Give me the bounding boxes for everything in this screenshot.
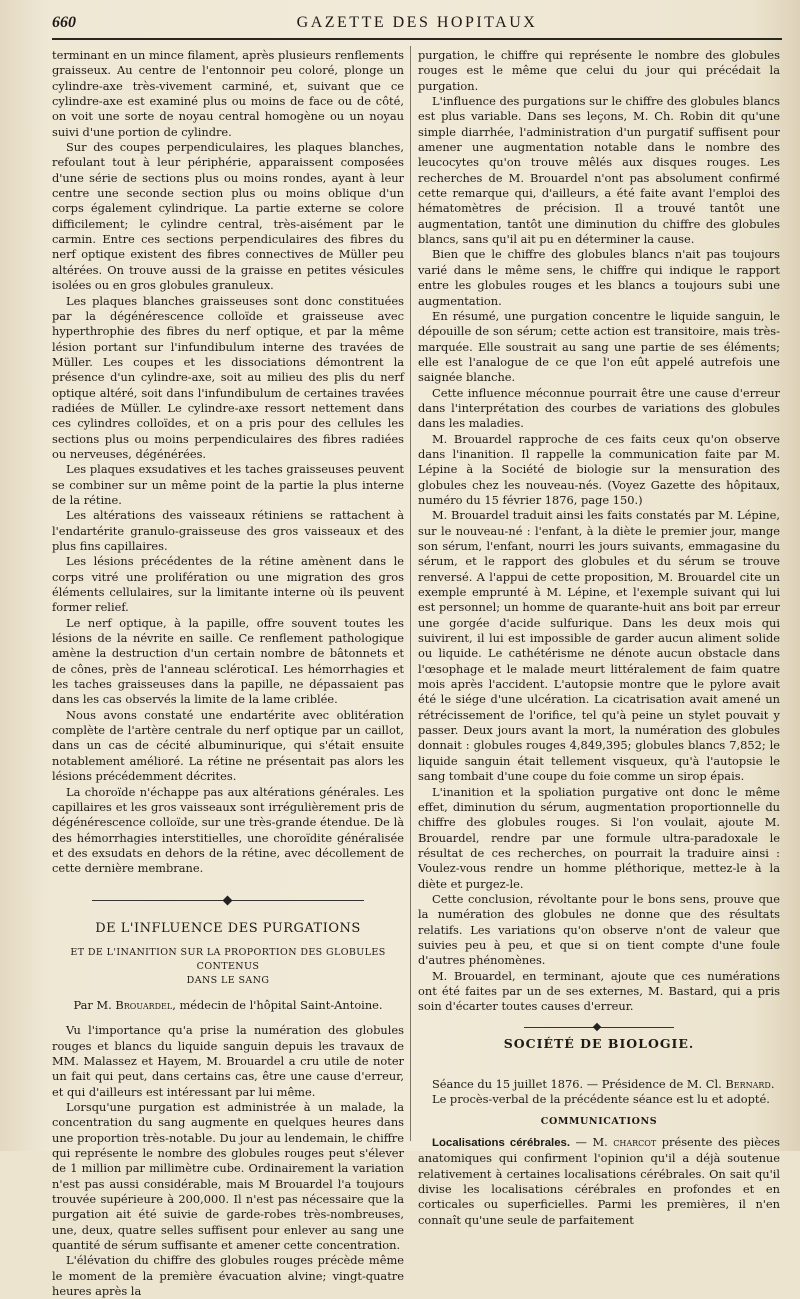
paragraph: Cette influence méconnue pourrait être une cause d'erreur dans l'interprétation des courbes de variations des globules dans les maladies. xyxy=(418,385,780,431)
paragraph: M. Brouardel, en terminant, ajoute que ces numérations ont été faites par un de ses externes, M. Bastard, qui a pris soin d'écarter toutes causes d'erreur. xyxy=(418,968,780,1014)
paragraph: En résumé, une purgation concentre le liquide sanguin, le dépouille de son sérum; cette action est transitoire, mais très-marquée. Elle soustrait au sang une partie de ses éléments; elle est l'analogue de ce que l'on eût appelé autrefois une saignée blanche. xyxy=(418,308,780,385)
article-title: DE L'INFLUENCE DES PURGATIONS xyxy=(95,920,361,936)
communication-text: présente des pièces anatomiques qui confirment l'opinion qu'il a déjà soutenue relativement à certaines localisations cérébrales. On sait qu'il divise les localisations cérébrales en profondes et en corticales ou superficielles. Parmi les premières, il n'en connaît qu'une seule de parfaitement xyxy=(418,1135,780,1227)
paragraph: terminant en un mince filament, après plusieurs renflements graisseux. Au centre de l'entonnoir peu coloré, plonge un cylindre-axe très-vivement carminé, et, suivant que ce cylindre-axe est examiné plus ou moins de face ou de côté, on voit une sorte de noyau central homogène ou un noyau suivi d'une portion de cylindre. xyxy=(52,48,404,139)
column-divider xyxy=(410,46,411,1141)
paragraph: Les plaques exsudatives et les taches graisseuses peuvent se combiner sur un même point de la partie la plus interne de la rétine. xyxy=(52,462,404,507)
communication-paragraph xyxy=(418,1135,780,1228)
byline-suffix: , médecin de l'hôpital Saint-Antoine. xyxy=(172,997,383,1012)
paragraph: Cette conclusion, révoltante pour le bons sens, prouve que la numération des globules ne donne que des résultats relatifs. Les variations qu'on observe n'ont de valeur que suivies peu à peu, et que si on tient compte d'une foule d'autres phénomènes. xyxy=(418,891,780,968)
article-byline xyxy=(52,998,404,1013)
article-subtitle xyxy=(52,946,404,988)
paragraph: Le nerf optique, à la papille, offre souvent toutes les lésions de la névrite en saille. Ce renflement pathologique amène la destruction d'un certain nombre de bâtonnets et de cônes, près de l'anneau scléroticaI. Les hémorrhagies et les taches graisseuses dans la papille, ne dépassaient pas dans les cas observés la limite de la lame criblée. xyxy=(52,615,404,707)
paragraph: Les lésions précédentes de la rétine amènent dans le corps vitré une prolifération ou une migration des gros éléments cellulaires, sur la limitante interne où ils peuvent former relief. xyxy=(52,554,404,615)
paragraph: Bien que le chiffre des globules blancs n'ait pas toujours varié dans le même sens, le chiffre qui indique le rapport entre les globules rouges et les blancs a toujours subi une augmentation. xyxy=(418,247,780,308)
communication-author: — M. charcot xyxy=(570,1135,657,1150)
paragraph: Sur des coupes perpendiculaires, les plaques blanches, refoulant tout à leur périphérie, apparaissent composées d'une série de sections plus ou moins rondes, ayant à leur centre une seconde section plus ou moins oblique d'un corps également cylindrique. La partie externe se colore difficilement; le cylindre central, très-aisément par le carmin. Entre ces sections perpendiculaires des fibres du nerf optique existent des fibres connectives de Müller peu altérées. On trouve aussi de la graisse en petites vésicules isolées ou en gros globules granuleux. xyxy=(52,140,404,293)
paragraph: Vu l'importance qu'a prise la numération des globules rouges et blancs du liquide sanguin depuis les travaux de MM. Malassez et Hayem, M. Brouardel a cru utile de noter un fait qui peut, dans certains cas, être une cause d'erreur, et qui d'ailleurs est intéressant par lui même. xyxy=(52,1023,404,1099)
proces-verbal: Le procès-verbal de la précédente séance est lu et adopté. xyxy=(432,1092,770,1107)
paragraph: Les altérations des vaisseaux rétiniens se rattachent à l'endartérite granulo-graisseuse des gros vaisseaux et des plus fins capillaires. xyxy=(52,508,404,553)
paragraph: Nous avons constaté une endartérite avec oblitération complète de l'artère centrale du nerf optique par un caillot, dans un cas de cécité albuminurique, qui s'était ensuite notablement amélioré. La rétine ne présentait pas alors les lésions précédemment décrites. xyxy=(52,707,404,784)
section-separator xyxy=(524,1027,674,1028)
paragraph: Lorsqu'une purgation est administrée à un malade, la concentration du sang augmente en quelques heures dans une proportion très-notable. Du jour au lendemain, le chiffre qui représente le nombre des globules rouges peut s'élever de 1 million par millimètre cube. Ordinairement la variation n'est pas aussi considérable, mais M Brouardel l'a toujours trouvée supérieure à 200,000. Il n'est pas nécessaire que la purgation ait été suivie de garde-robes très-nombreuses, une, deux, quatre selles suffisent pour enlever au sang une quantité de sérum suffisante et amener cette concentration. xyxy=(52,1099,404,1253)
article-subtitle-line-2: DANS LE SANG xyxy=(186,974,270,986)
section-separator xyxy=(52,897,404,905)
right-column xyxy=(418,48,780,1227)
byline-author: Brouardel xyxy=(115,997,173,1012)
paragraph: M. Brouardel traduit ainsi les faits constatés par M. Lépine, sur le nouveau-né : l'enfant, à la diète le premier jour, mange son sérum, l'enfant, nourri les jours suivants, emmagasine du sérum, et le rapport des globules et du sérum se trouve renversé. A l'appui de cette proposition, M. Brouardel cite un exemple emprunté à M. Lépine, et l'exemple suivant qui lui est personnel; un homme de quarante-huit ans boit par erreur une gorgée d'acide sulfurique. Dans les deux mois qui suivirent, il lui est impossible de garder aucun aliment solide ou liquide. Le cathétérisme ne dénote aucun obstacle dans l'œsophage et le malade meurt littéralement de faim quatre mois après l'accident. L'autopsie montre que le pylore avait été le siége d'une ulcération. La cicatrisation avait amené un rétrécissement de l'orifice, tel qu'à peine un stylet pouvait y passer. Deux jours avant la mort, la numération des globules donnait : globules rouges 4,849,395; globules blancs 7,852; le liquide sanguin était tellement visqueux, qu'à l'autopsie le sang tombait d'une coupe du foie comme un sirop épais. xyxy=(418,508,780,784)
seance-president: Bernard xyxy=(725,1077,771,1091)
communication-lead: Localisations cérébrales. xyxy=(432,1137,571,1150)
paragraph: L'inanition et la spoliation purgative ont donc le même effet, diminution du sérum, augmentation proportionnelle du chiffre des globules rouges. Si l'on voulait, ajoute M. Brouardel, rendre par une formule ultra-paradoxale le résultat de ces recherches, on pourrait la traduire ainsi : Voulez-vous rendre un homme pléthorique, mettez-le à la diète et purgez-le. xyxy=(418,784,780,891)
paragraph: La choroïde n'échappe pas aux altérations générales. Les capillaires et les gros vaisseaux sont irrégulièrement pris de dégénérescence colloïde, sur une très-grande étendue. De là des hémorrhagies interstitielles, une choroïdite généralisée et des exsudats en dehors de la rétine, avec décollement de cette dernière membrane. xyxy=(52,784,404,876)
paragraph: M. Brouardel rapproche de ces faits ceux qu'on observe dans l'inanition. Il rappelle la communication faite par M. Lépine à la Société de biologie sur la mensuration des globules chez les nouveau-nés. (Voyez Gazette des hôpitaux, numéro du 15 février 1876, page 150.) xyxy=(418,431,780,507)
paragraph: L'influence des purgations sur le chiffre des globules blancs est plus variable. Dans ses leçons, M. Ch. Robin dit qu'une simple diarrhée, l'administration d'un purgatif suffisent pour amener une augmentation notable dans le nombre des leucocytes qu'on trouve mêlés aux disques rouges. Les recherches de M. Brouardel n'ont pas absolument confirmé cette remarque qui, d'ailleurs, a été faite avant l'emploi des hématomètres de précision. Il a trouvé tantôt une augmentation, tantôt une diminution du chiffre des globules blancs, sans qu'il ait pu en déterminer la cause. xyxy=(418,94,780,247)
byline-prefix: Par M. xyxy=(73,997,116,1012)
paragraph: Les plaques blanches graisseuses sont donc constituées par la dégénérescence colloïde et graisseuse avec hyperthrophie des fibres du nerf optique, et par la même lésion portant sur l'infundibulum interne des travées de Müller. Les coupes et les dissociations démontrent la présence d'un cylindre-axe, soit au milieu des plis du nerf optique altéré, soit dans l'infundibulum de certaines travées radiées de Müller. Le cylindre-axe ressort nettement dans ces cylindres colloïdes, et on a pris pour des cellules les sections plus ou moins perpendiculaires des fibres radiées ou nerveuses, dégénérées. xyxy=(52,293,404,461)
seance-prefix: Séance du 15 juillet 1876. — Présidence de M. Cl. xyxy=(432,1077,726,1091)
article-subtitle-line-1: ET DE L'INANITION SUR LA PROPORTION DES GLOBULES CONTENUS xyxy=(70,946,386,972)
society-title: SOCIÉTÉ DE BIOLOGIE. xyxy=(503,1035,695,1051)
communications-title: COMMUNICATIONS xyxy=(540,1115,658,1127)
seance-suffix: . xyxy=(770,1077,775,1091)
separator-ornament xyxy=(223,895,233,905)
page-number: 660 xyxy=(52,14,76,31)
left-column xyxy=(52,48,404,1299)
journal-title: GAZETTE DES HOPITAUX xyxy=(296,14,538,31)
seance-line xyxy=(418,1077,780,1092)
paragraph: purgation, le chiffre qui représente le nombre des globules rouges est le même que celui du jour qui précédait la purgation. xyxy=(418,48,780,93)
paragraph: L'élévation du chiffre des globules rouges précède même le moment de la première évacuation alvine; vingt-quatre heures après la xyxy=(52,1253,404,1299)
page-header xyxy=(52,12,782,40)
